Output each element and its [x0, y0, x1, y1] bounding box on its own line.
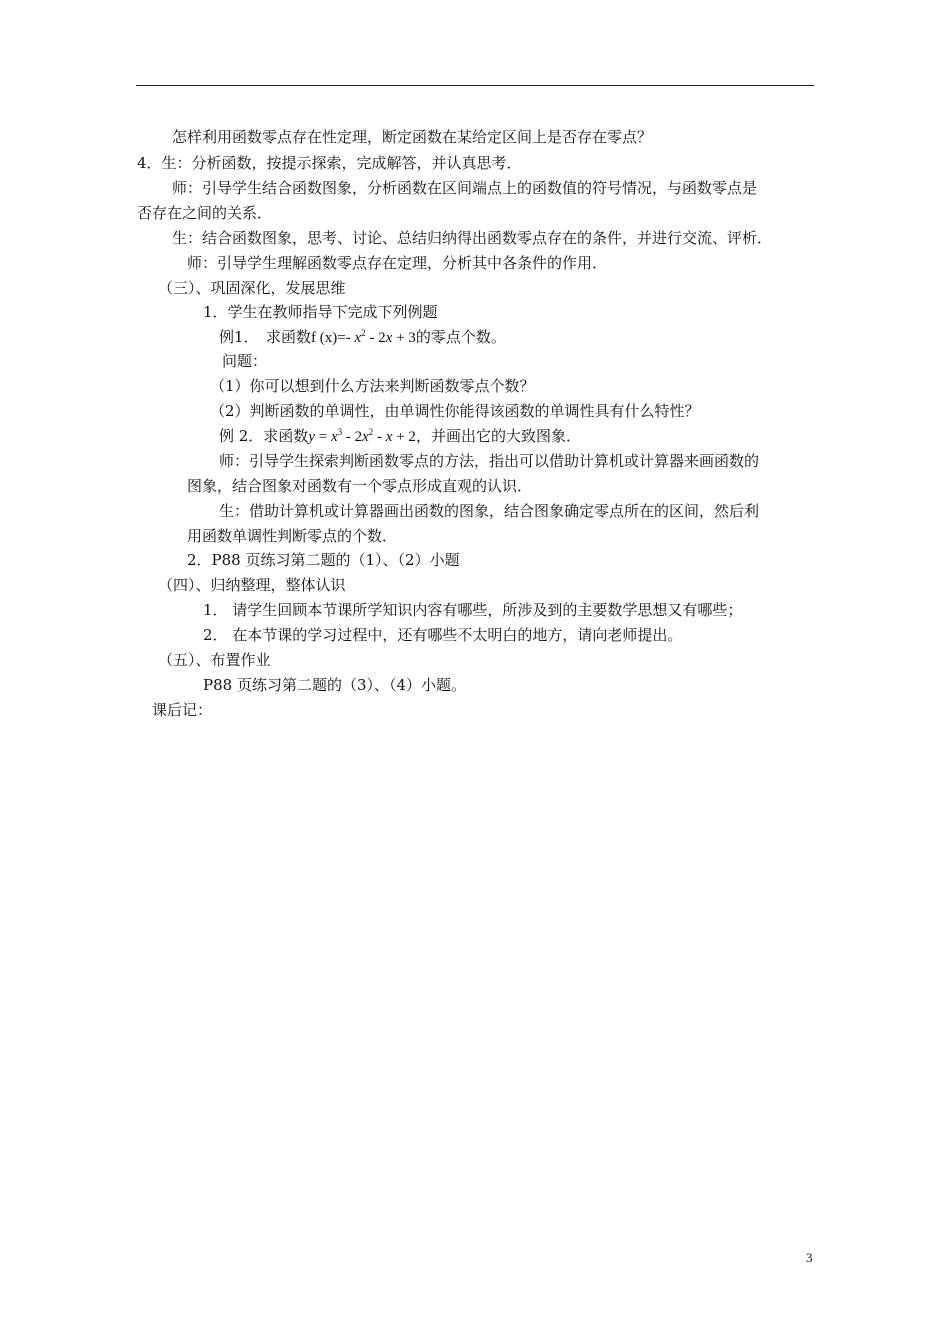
text-line: 师：引导学生结合函数图象，分析函数在区间端点上的函数值的符号情况，与函数零点是 — [172, 179, 758, 197]
text-line: 2． 在本节课的学习过程中，还有哪些不太明白的地方，请向老师提出。 — [203, 626, 683, 644]
section-heading: （三）、巩固深化，发展思维 — [158, 279, 346, 297]
text-line: 师：引导学生理解函数零点存在定理，分析其中各条件的作用． — [187, 254, 608, 272]
text-line: 师：引导学生探索判断函数零点的方法，指出可以借助计算机或计算器来画函数的 — [219, 452, 760, 470]
text-line: 1．学生在教师指导下完成下列例题 — [203, 303, 438, 321]
formula-2: $y = x^3 - 2x^2 - x + 2$ — [308, 427, 416, 445]
section-heading: （四）、归纳整理，整体认识 — [158, 576, 346, 594]
text-line: 怎样利用函数零点存在性定理，断定函数在某给定区间上是否存在零点？ — [172, 128, 653, 146]
example-2-prefix: 例 2．求函数 — [219, 427, 309, 445]
text-line: 否存在之间的关系． — [137, 204, 273, 222]
text-line: 课后记： — [152, 701, 213, 719]
example-1-prefix: 例1． 求函数 — [219, 328, 312, 346]
text-line: P88 页练习第二题的（3）、（4）小题。 — [203, 676, 467, 694]
question-1: （1）你可以想到什么方法来判断函数零点个数？ — [210, 377, 535, 395]
text-line: 2．P88 页练习第二题的（1）、（2）小题 — [187, 551, 460, 569]
question-2: （2）判断函数的单调性，由单调性你能得该函数的单调性具有什么特性？ — [210, 402, 700, 420]
example-2 — [219, 426, 581, 447]
text-line: 生：结合函数图象，思考、讨论、总结归纳得出函数零点存在的条件，并进行交流、评析． — [172, 229, 773, 247]
text-line: 问题： — [222, 352, 268, 370]
text-line: 用函数单调性判断零点的个数． — [187, 527, 398, 545]
example-1 — [219, 327, 506, 348]
text-line: 1． 请学生回顾本节课所学知识内容有哪些，所涉及到的主要数学思想又有哪些； — [203, 601, 743, 619]
page-number: 3 — [806, 1250, 813, 1265]
text-line: 图象，结合图象对函数有一个零点形成直观的认识． — [187, 477, 533, 495]
section-heading: （五）、布置作业 — [158, 651, 271, 669]
formula-1: f (x)=- $x^2 - 2x + 3$ — [311, 328, 416, 346]
header-rule — [136, 85, 814, 86]
example-2-suffix: ，并画出它的大致图象． — [415, 427, 581, 445]
text-line: 4．生：分析函数，按提示探索，完成解答，并认真思考． — [137, 154, 522, 172]
text-line: 生：借助计算机或计算器画出函数的图象，结合图象确定零点所在的区间，然后利 — [219, 502, 760, 520]
example-1-suffix: 的零点个数。 — [415, 328, 506, 346]
